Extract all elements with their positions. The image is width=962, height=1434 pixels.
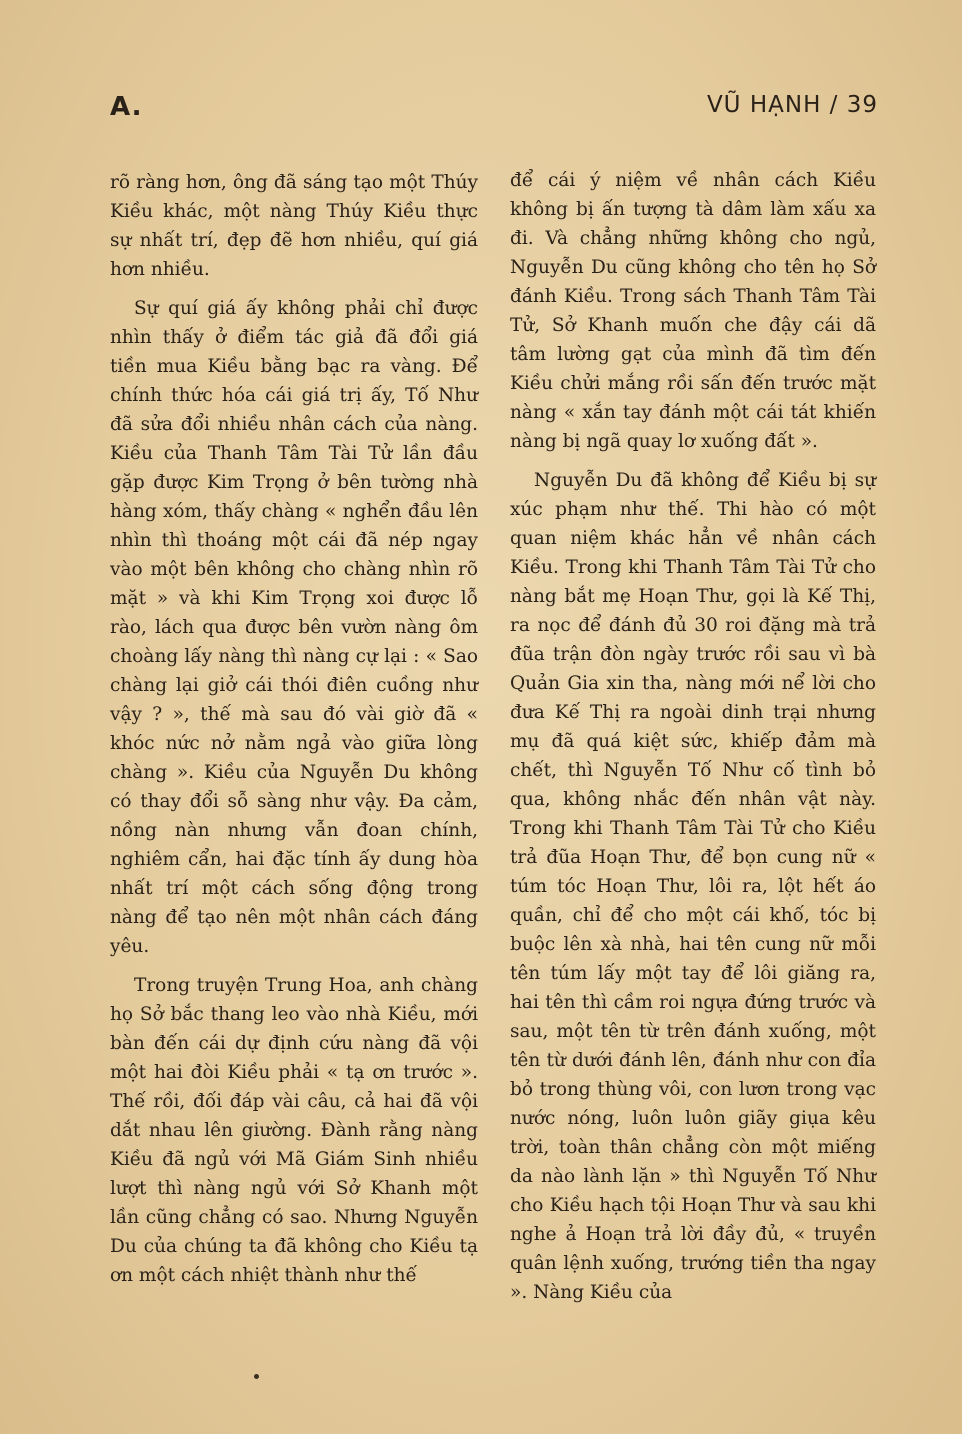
left-paragraph-1: rõ ràng hơn, ông đã sáng tạo một Thúy Kiều khác, một nàng Thúy Kiều thực sự nhất trí, đẹp đẽ hơn nhiều, quí giá hơn nhiều. [110,172,478,280]
right-paragraph-2: Nguyễn Du đã không để Kiều bị sự xúc phạm như thế. Thi hào có một quan niệm khác hẳn về nhân cách Kiều. Trong khi Thanh Tâm Tài Tử cho nàng bắt mẹ Hoạn Thư, gọi là Kế Thị, ra nọc để đánh đủ 30 roi đặng mà trả đũa trận đòn ngày trước rồi sau vì bà Quản Gia xin tha, nàng mới nể lời cho đưa Kế Thị ra ngoài dinh trại nhưng mụ đã quá kiệt sức, khiếp đảm mà chết, thì Nguyễn Tố Như cố tình bỏ qua, không nhắc đến nhân vật này. Trong khi Thanh Tâm Tài Tử cho Kiều trả đũa Hoạn Thư, để bọn cung nữ « túm tóc Hoạn Thư, lôi ra, lột hết áo quần, chỉ để cho một cái khố, tóc bị buộc lên xà nhà, hai tên cung nữ mỗi tên túm lấy một tay để lôi giăng ra, hai tên thì cầm roi ngựa đứng trước và sau, một tên từ trên đánh xuống, một tên từ dưới đánh lên, đánh như con đỉa bỏ trong thùng vôi, con lươn trong vạc nước nóng, luôn luôn giãy giụa kêu trời, toàn thân chẳng còn một miếng da nào lành lặn » thì Nguyễn Tố Như cho Kiều hạch tội Hoạn Thư và sau khi nghe ả Hoạn trả lời đầy đủ, « truyền quân lệnh xuống, trướng tiền tha ngay ». Nàng Kiều của [510,470,876,1303]
right-text-column [510,166,876,1317]
running-header-page-number: VŨ HẠNH / 39 [706,92,878,118]
left-paragraph-2: Sự quí giá ấy không phải chỉ được nhìn thấy ở điểm tác giả đã đổi giá tiền mua Kiều bằng bạc ra vàng. Để chính thức hóa cái giá trị ấy, Tố Như đã sửa đổi nhiều nhân cách của nàng. Kiều của Thanh Tâm Tài Tử lần đầu gặp được Kim Trọng ở bên tường nhà hàng xóm, thấy chàng « nghển đầu lên nhìn thì thoáng một cái đã nép ngay vào một bên không cho chàng nhìn rõ mặt » và khi Kim Trọng xoi được lỗ rào, lách qua được bên vườn nàng ôm choàng lấy nàng thì nàng cự lại : « Sao chàng lại giở cái thói điên cuồng như vậy ? », thế mà sau đó vài giờ đã « khóc nức nở nằm ngả vào giữa lòng chàng ». Kiều của Nguyễn Du không có thay đổi sỗ sàng như vậy. Đa cảm, nồng nàn nhưng vẫn đoan chính, nghiêm cẩn, hai đặc tính ấy dung hòa nhất trí một cách sống động trong nàng để tạo nên một nhân cách đáng yêu. [110,298,478,957]
footer-dot-mark [254,1374,259,1379]
left-text-column [110,168,478,1300]
right-paragraph-1: để cái ý niệm về nhân cách Kiều không bị ấn tượng tà dâm làm xấu xa đi. Và chẳng những không cho ngủ, Nguyễn Du cũng không cho tên họ Sở đánh Kiều. Trong sách Thanh Tâm Tài Tử, Sở Khanh muốn che đậy cái dã tâm lường gạt của mình đã tìm đến Kiều chửi mắng rồi sấn đến trước mặt nàng « xắn tay đánh một cái tát khiến nàng bị ngã quay lơ xuống đất ». [510,170,876,452]
header-left-marker: A. [110,92,143,122]
left-paragraph-3: Trong truyện Trung Hoa, anh chàng họ Sở bắc thang leo vào nhà Kiều, mới bàn đến cái dự định cứu nàng đã vội một hai đòi Kiều phải « tạ ơn trước ». Thế rồi, đối đáp vài câu, cả hai đã vội dắt nhau lên giường. Đành rằng nàng Kiều đã ngủ với Mã Giám Sinh nhiều lượt thì nàng ngủ với Sở Khanh một lần cũng chẳng có sao. Nhưng Nguyễn Du của chúng ta đã không cho Kiều tạ ơn một cách nhiệt thành như thế [110,975,478,1286]
